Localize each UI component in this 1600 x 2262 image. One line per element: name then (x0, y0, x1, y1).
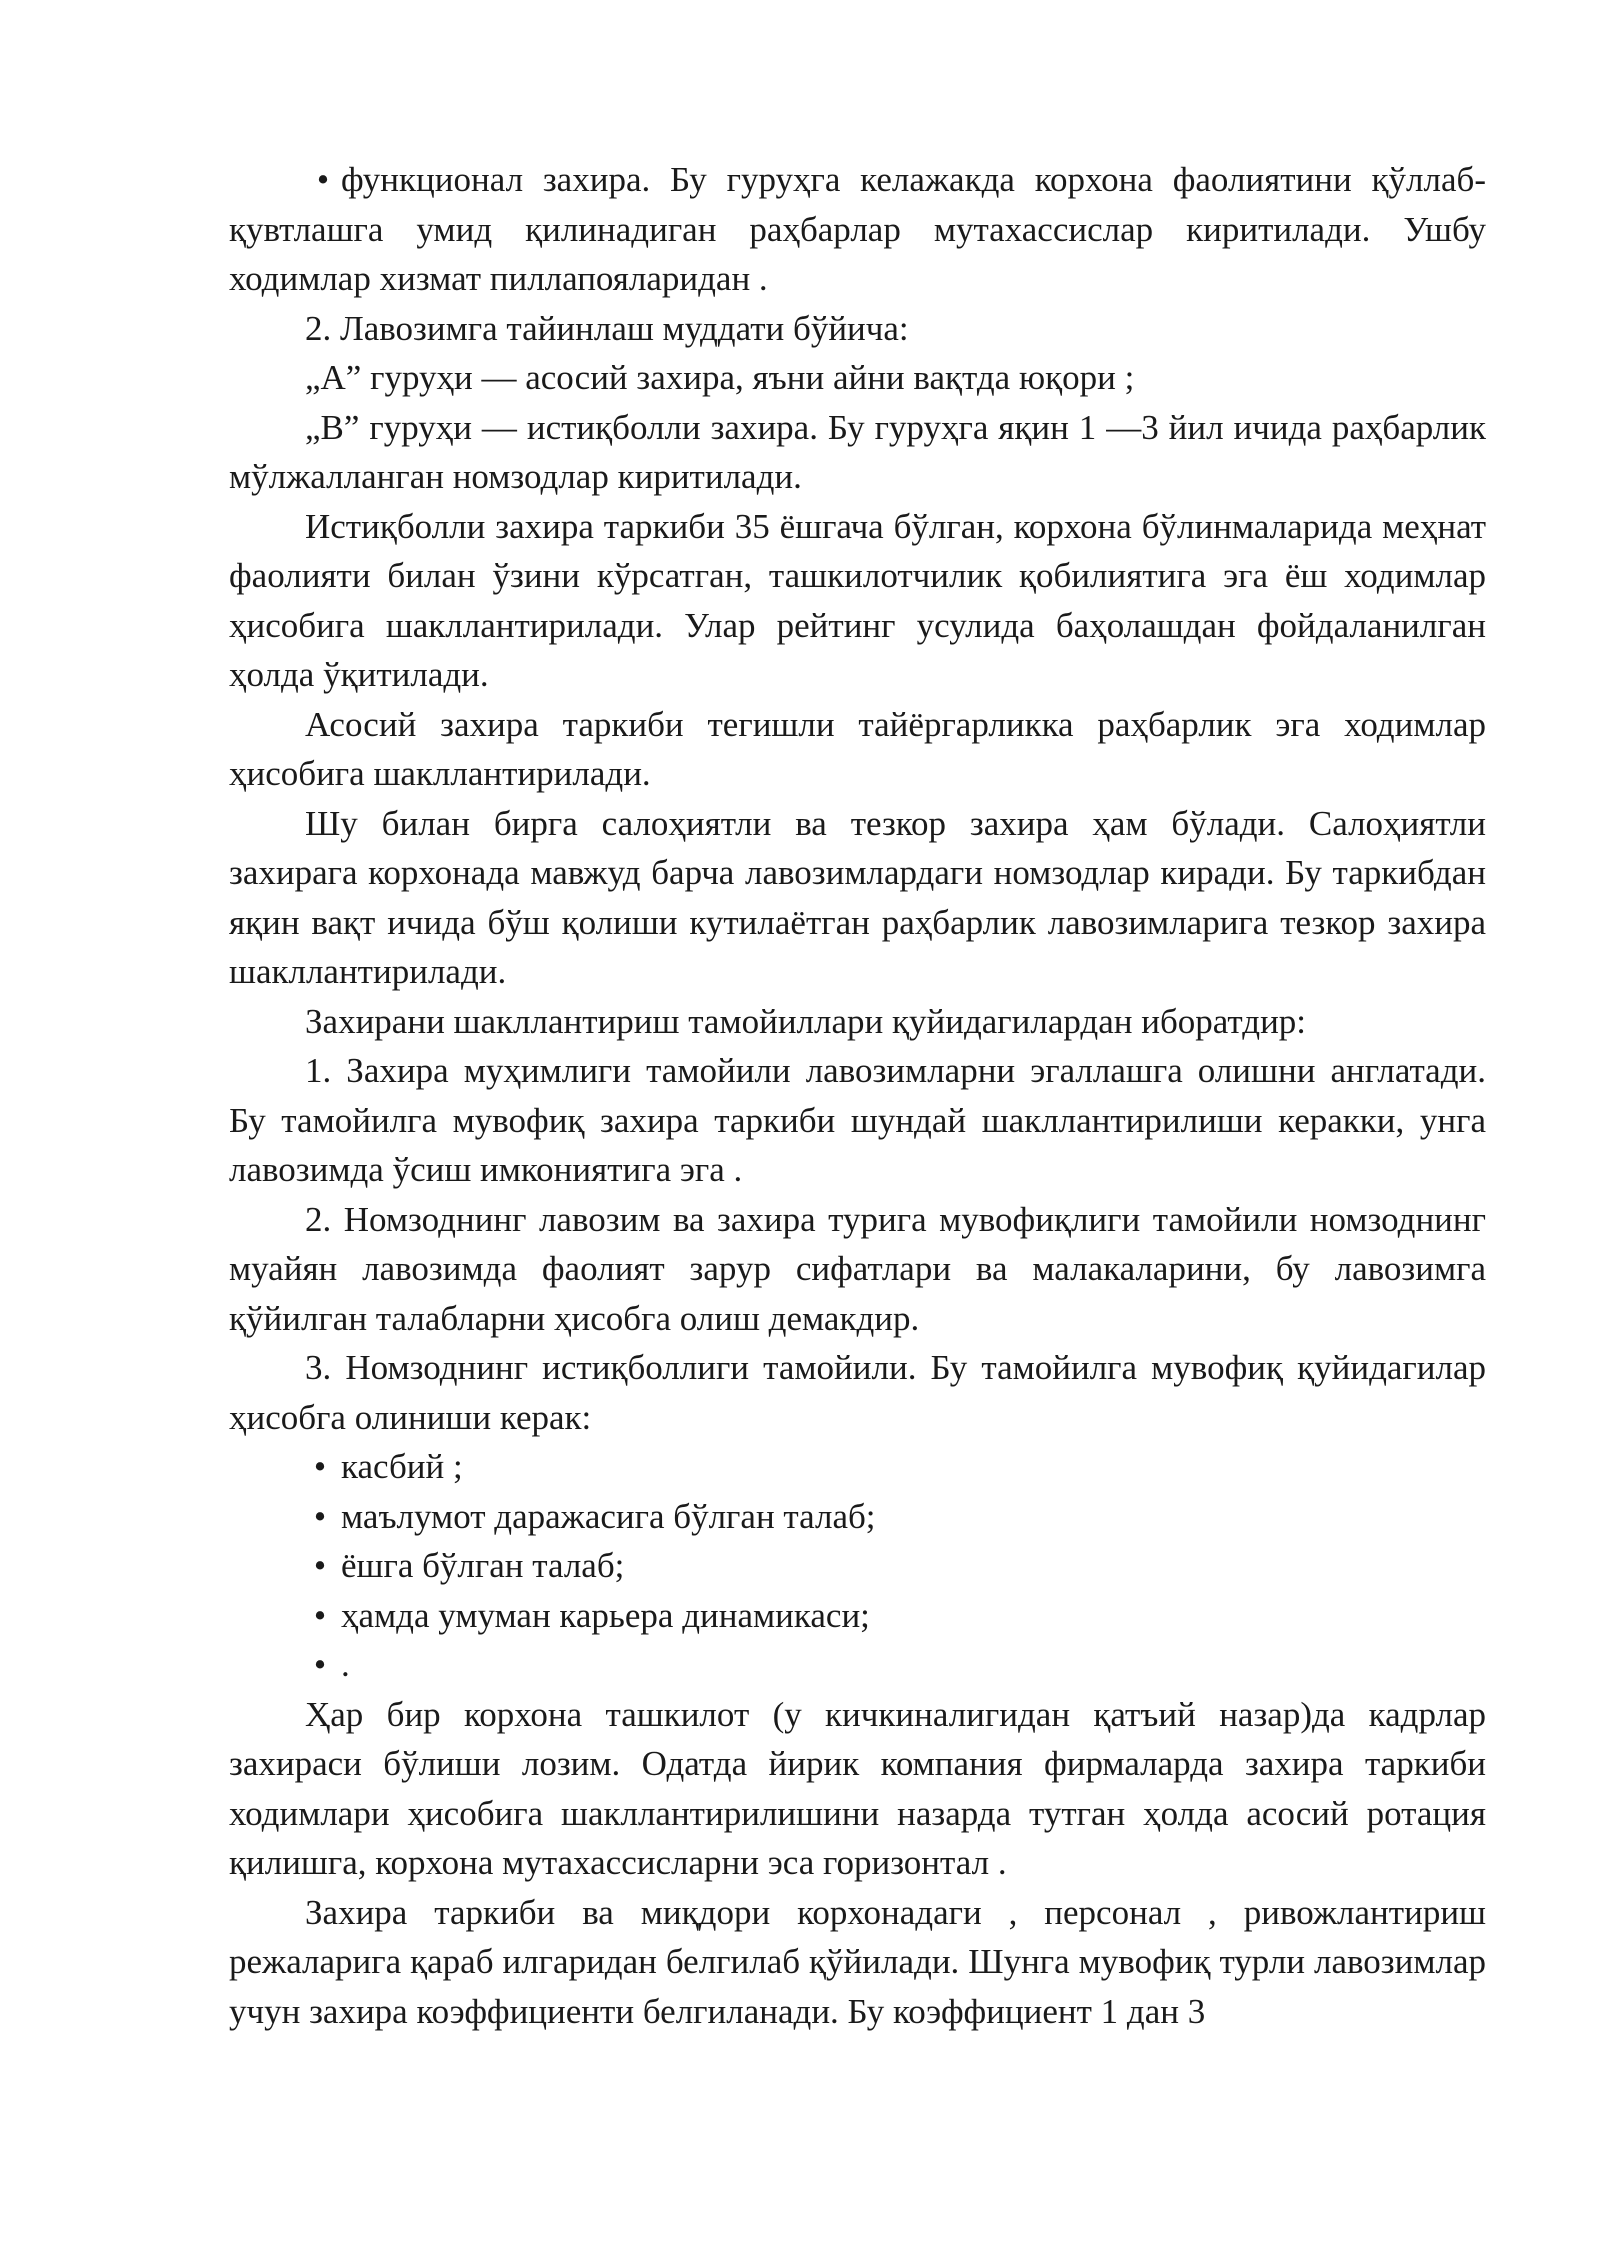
list-item (229, 1591, 1486, 1641)
intro-bullet-text: функционал захира. Бу гуруҳга келажакда корхона фаолиятини қўллаб-қувтлашга умид қилинадиган раҳбарлар мутахассислар киритилади. Ушбу ходимлар хизмат пиллапояларидан . (229, 160, 1486, 298)
list-item (229, 1492, 1486, 1542)
paragraph: Захира таркиби ва миқдори корхонадаги , персонал , ривожлантириш режаларига қараб илгаридан белгилаб қўйилади. Шунга мувофиқ турли лавозимлар учун захира коэффициенти белгиланади. Бу коэффициент 1 дан 3 (229, 1892, 1486, 2031)
paragraph: „В” гуруҳи — истиқболли захира. Бу гуруҳга яқин 1 —3 йил ичида раҳбарлик мўлжалланган номзодлар киритилади. (229, 407, 1486, 496)
list-item-text: касбий ; (341, 1447, 463, 1486)
list-item-text: ёшга бўлган талаб; (341, 1546, 625, 1585)
paragraph: 2. Лавозимга тайинлаш муддати бўйича: (305, 308, 909, 348)
paragraph: Ҳар бир корхона ташкилот (у кичкиналигидан қатъий назар)да кадрлар захираси бўлиши лозим. Одатда йирик компания фирмаларда захира таркиби ходимлари ҳисобига шакллантирилишини назарда тутган ҳолда асосий ротация қилишга, корхона мутахассисларни эса горизонтал . (229, 1694, 1486, 1882)
intro-bullet-item (229, 155, 1486, 304)
list-item-text: ҳамда умуман карьера динамикаси; (341, 1595, 870, 1635)
bullet-icon: • (313, 1496, 327, 1536)
bullet-icon: • (313, 1447, 327, 1486)
paragraph: Асосий захира таркиби тегишли тайёргарликка раҳбарлик эга ходимлар ҳисобига шакллантирилади. (229, 704, 1486, 793)
list-item-text: . (341, 1645, 350, 1684)
paragraph: 3. Номзоднинг истиқболлиги тамойили. Бу тамойилга мувофиқ қуйидагилар ҳисобга олиниши керак: (229, 1348, 1486, 1437)
list-item (229, 1541, 1486, 1591)
bullet-icon: • (313, 1595, 327, 1635)
list-item (229, 1640, 1486, 1690)
paragraph: Захирани шакллантириш тамойиллари қуйидагилардан иборатдир: (305, 1001, 1307, 1041)
paragraph: Истиқболли захира таркиби 35 ёшгача бўлган, корхона бўлинмаларида меҳнат фаолияти билан ўзини кўрсатган, ташкилотчилик қобилиятига эга ёш ходимлар ҳисобига шакллантирилади. Улар рейтинг усулида баҳолашдан фойдаланилган ҳолда ўқитилади. (229, 506, 1486, 694)
bullet-icon: • (316, 160, 330, 199)
paragraph: Шу билан бирга салоҳиятли ва тезкор захира ҳам бўлади. Салоҳиятли захирага корхонада мавжуд барча лавозимлардаги номзодлар киради. Бу таркибдан яқин вақт ичида бўш қолиши кутилаётган раҳбарлик лавозимларига тезкор захира шакллантирилади. (229, 803, 1486, 991)
paragraph: 2. Номзоднинг лавозим ва захира турига мувофиқлиги тамойили номзоднинг муайян лавозимда фаолият зарур сифатлари ва малакаларини, бу лавозимга қўйилган талабларни ҳисобга олиш демакдир. (229, 1199, 1486, 1338)
document-body (229, 155, 1486, 2036)
list-item (229, 1442, 1486, 1492)
bullet-icon: • (313, 1645, 327, 1684)
paragraph: 1. Захира муҳимлиги тамойили лавозимларни эгаллашга олишни англатади. Бу тамойилга мувофиқ захира таркиби шундай шакллантирилиши керакки, унга лавозимда ўсиш имкониятига эга . (229, 1051, 1486, 1189)
list-item-text: маълумот даражасига бўлган талаб; (341, 1496, 876, 1536)
paragraph: „А” гуруҳи — асосий захира, яъни айни вақтда юқори ; (305, 358, 1135, 397)
bullet-icon: • (313, 1546, 327, 1585)
